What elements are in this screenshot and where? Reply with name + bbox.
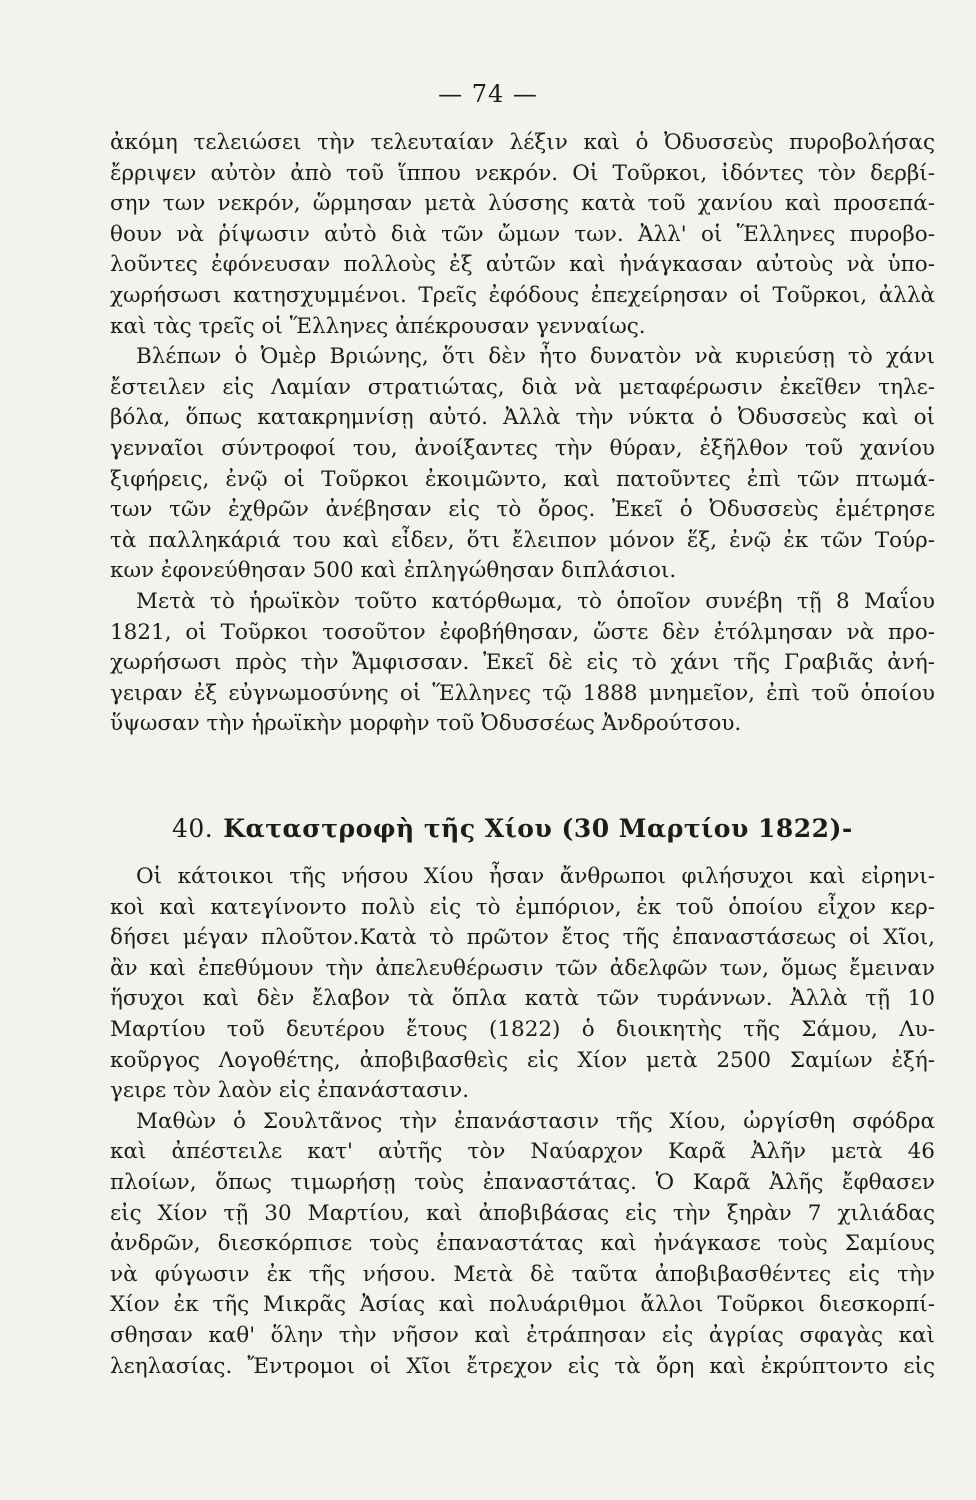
text-line: λοῦντες ἐφόνευσαν πολλοὺς ἐξ αὐτῶν καὶ ἠνάγκασαν αὐτοὺς νὰ ὑπο- xyxy=(110,252,935,278)
section-1-text xyxy=(110,128,935,740)
text-line: καὶ ἀπέστειλε κατ' αὐτῆς τὸν Ναύαρχον Καρᾶ Ἀλῆν μετὰ 46 xyxy=(110,1139,935,1165)
text-line: των τῶν ἐχθρῶν ἀνέβησαν εἰς τὸ ὄρος. Ἐκεῖ ὁ Ὀδυσσεὺς ἐμέτρησε xyxy=(110,497,935,523)
text-line: βόλα, ὅπως κατακρημνίσῃ αὐτό. Ἀλλὰ τὴν νύκτα ὁ Ὀδυσσεὺς καὶ οἱ xyxy=(110,405,935,431)
section-title: Καταστροφὴ τῆς Χίου (30 Μαρτίου 1822)- xyxy=(223,814,853,843)
text-line: χωρήσωσι πρὸς τὴν Ἄμφισσαν. Ἐκεῖ δὲ εἰς τὸ χάνι τῆς Γραβιᾶς ἀνή- xyxy=(110,650,935,676)
text-line: ἔστειλεν εἰς Λαμίαν στρατιώτας, διὰ νὰ μεταφέρωσιν ἐκεῖθεν τηλε- xyxy=(110,374,935,400)
text-line: ἔρριψεν αὐτὸν ἀπὸ τοῦ ἵππου νεκρόν. Οἱ Τοῦρκοι, ἰδόντες τὸν δερβί- xyxy=(110,160,935,186)
text-line: ὕψωσαν τὴν ἡρωϊκὴν μορφὴν τοῦ Ὀδυσσέως Ἀνδρούτσου. xyxy=(110,711,742,737)
text-line: εἰς Χίον τῇ 30 Μαρτίου, καὶ ἀποβιβάσας εἰς τὴν ξηρὰν 7 χιλιάδας xyxy=(110,1200,935,1226)
text-line: ἀνδρῶν, διεσκόρπισε τοὺς ἐπαναστάτας καὶ ἠνάγκασε τοὺς Σαμίους xyxy=(110,1231,935,1257)
text-line: 1821, οἱ Τοῦρκοι τοσοῦτον ἐφοβήθησαν, ὥστε δὲν ἐτόλμησαν νὰ προ- xyxy=(110,619,935,645)
text-line: Βλέπων ὁ Ὀμὲρ Βριώνης, ὅτι δὲν ἦτο δυνατὸν νὰ κυριεύσῃ τὸ χάνι xyxy=(136,344,935,370)
text-line: σην των νεκρόν, ὥρμησαν μετὰ λύσσης κατὰ τοῦ χανίου καὶ προσεπά- xyxy=(110,191,935,217)
text-line: χωρήσωσι κατησχυμμένοι. Τρεῖς ἐφόδους ἐπεχείρησαν οἱ Τοῦρκοι, ἀλλὰ xyxy=(110,282,935,308)
text-line: ἂν καὶ ἐπεθύμουν τὴν ἀπελευθέρωσιν τῶν ἀδελφῶν των, ὅμως ἔμειναν xyxy=(110,955,935,981)
text-line: Μετὰ τὸ ἡρωϊκὸν τοῦτο κατόρθωμα, τὸ ὁποῖον συνέβη τῇ 8 Μαΐου xyxy=(136,588,935,614)
text-line: γενναῖοι σύντροφοί του, ἀνοίξαντες τὴν θύραν, ἐξῆλθον τοῦ χανίου xyxy=(110,435,935,461)
text-line: καὶ τὰς τρεῖς οἱ Ἕλληνες ἀπέκρουσαν γενναίως. xyxy=(110,313,646,339)
section-heading xyxy=(172,812,932,846)
text-line: θουν νὰ ῥίψωσιν αὐτὸ διὰ τῶν ὤμων των. Ἀλλ' οἱ Ἕλληνες πυροβο- xyxy=(110,221,935,247)
text-line: σθησαν καθ' ὅλην τὴν νῆσον καὶ ἐτράπησαν εἰς ἀγρίας σφαγὰς καὶ xyxy=(110,1322,935,1348)
text-line: ἀκόμη τελειώσει τὴν τελευταίαν λέξιν καὶ ὁ Ὀδυσσεὺς πυροβολήσας xyxy=(110,130,935,155)
section-2-text xyxy=(110,862,935,1382)
text-line: κων ἐφονεύθησαν 500 καὶ ἐπληγώθησαν διπλάσιοι. xyxy=(110,558,677,584)
text-line: κοῦργος Λογοθέτης, ἀποβιβασθεὶς εἰς Χίον μετὰ 2500 Σαμίων ἐξή- xyxy=(110,1047,935,1073)
text-line: τὰ παλληκάριά του καὶ εἶδεν, ὅτι ἔλειπον μόνον ἕξ, ἐνῷ ἐκ τῶν Τούρ- xyxy=(110,527,935,553)
text-line: ξιφήρεις, ἐνῷ οἱ Τοῦρκοι ἐκοιμῶντο, καὶ πατοῦντες ἐπὶ τῶν πτωμά- xyxy=(110,466,935,492)
text-line: γειραν ἐξ εὐγνωμοσύνης οἱ Ἕλληνες τῷ 1888 μνημεῖον, ἐπὶ τοῦ ὁποίου xyxy=(110,680,935,706)
text-line: δήσει μέγαν πλοῦτον.Κατὰ τὸ πρῶτον ἔτος τῆς ἐπαναστάσεως οἱ Χῖοι, xyxy=(110,925,935,951)
text-line: πλοίων, ὅπως τιμωρήσῃ τοὺς ἐπαναστάτας. Ὁ Καρᾶ Ἀλῆς ἔφθασεν xyxy=(110,1169,935,1195)
text-line: γειρε τὸν λαὸν εἰς ἐπανάστασιν. xyxy=(110,1078,470,1104)
text-line: Μαρτίου τοῦ δευτέρου ἔτους (1822) ὁ διοικητὴς τῆς Σάμου, Λυ- xyxy=(110,1016,935,1042)
text-line: Χίον ἐκ τῆς Μικρᾶς Ἀσίας καὶ πολυάριθμοι ἄλλοι Τοῦρκοι διεσκορπί- xyxy=(110,1292,935,1318)
text-line: Μαθὼν ὁ Σουλτᾶνος τὴν ἐπανάστασιν τῆς Χίου, ὠργίσθη σφόδρα xyxy=(136,1108,935,1134)
text-line: λεηλασίας. Ἔντρομοι οἱ Χῖοι ἔτρεχον εἰς τὰ ὄρη καὶ ἐκρύπτοντο εἰς xyxy=(110,1353,935,1379)
text-line: νὰ φύγωσιν ἐκ τῆς νήσου. Μετὰ δὲ ταῦτα ἀποβιβασθέντες εἰς τὴν xyxy=(110,1261,935,1287)
text-line: Οἱ κάτοικοι τῆς νήσου Χίου ἦσαν ἄνθρωποι φιλήσυχοι καὶ εἰρηνι- xyxy=(136,864,935,889)
page-number: — 74 — xyxy=(438,80,538,108)
text-line: ἥσυχοι καὶ δὲν ἔλαβον τὰ ὅπλα κατὰ τῶν τυράννων. Ἀλλὰ τῇ 10 xyxy=(110,986,935,1012)
section-number: 40. xyxy=(172,814,214,843)
text-line: κοὶ καὶ κατεγίνοντο πολὺ εἰς τὸ ἐμπόριον, ἐκ τοῦ ὁποίου εἶχον κερ- xyxy=(110,894,935,920)
